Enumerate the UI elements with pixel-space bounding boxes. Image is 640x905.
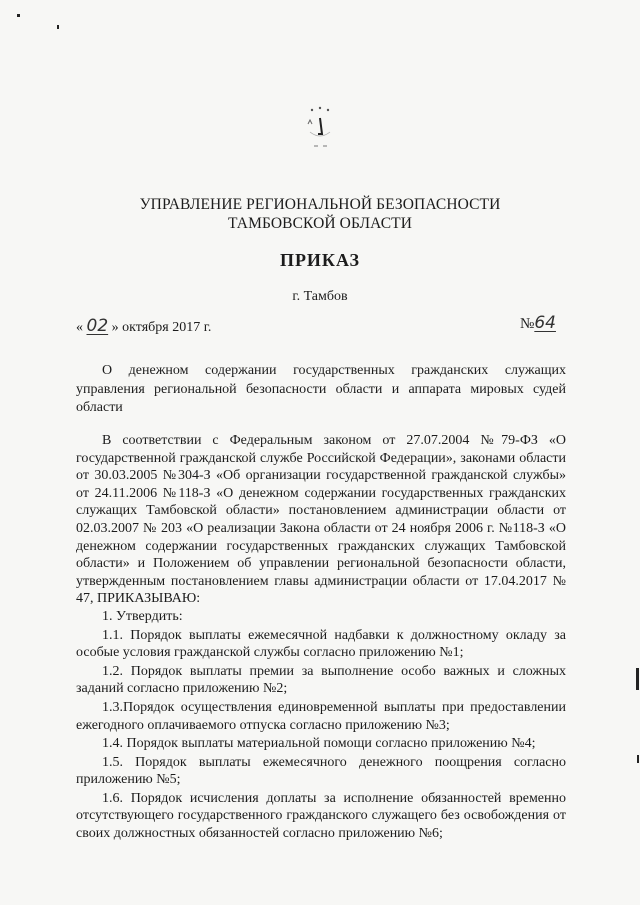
subject-text: О денежном содержании государственных гражданских служащих управления региональной безопасности области и аппарата мировых судей области <box>76 363 566 415</box>
date-open-quote: « <box>76 320 83 335</box>
document-number <box>520 313 556 333</box>
handwritten-number: 64 <box>534 313 556 333</box>
document-city: г. Тамбов <box>292 289 348 304</box>
scan-speck <box>636 668 639 690</box>
date-month-year: » октября 2017 г. <box>111 320 212 335</box>
preamble-paragraph: В соответствии с Федеральным законом от 27.07.2004 №79-ФЗ «О государственной гражданской службе Российской Федерации», законами области от 30.03.2005 №304-З «Об организации государственной гражданской службы» от 24.11.2006 №118-З «О денежном содержании государственных гражданских служащих Тамбовской области» постановлением администрации области от 02.03.2007 № 203 «О реализации Закона области от 24 ноября 2006 г. №118-З «О денежном содержании государственных гражданских служащих Тамбовской области» и Положением об управлении региональной безопасности области, утвержденным постановлением главы администрации области от 17.04.2017 № 47, ПРИКАЗЫВАЮ: <box>76 433 566 607</box>
order-item: 1.1. Порядок выплаты ежемесячной надбавки к должностному окладу за особые условия гражданской службы согласно приложению №1; <box>76 627 566 661</box>
document-date <box>76 316 211 336</box>
document-type-title: ПРИКАЗ <box>279 250 361 270</box>
order-item: 1.5. Порядок выплаты ежемесячного денежного поощрения согласно приложению №5; <box>76 754 566 788</box>
order-body <box>76 432 566 844</box>
order-subject <box>76 362 566 418</box>
coat-of-arms-emblem <box>290 98 350 158</box>
order-item: 1.4. Порядок выплаты материальной помощи согласно приложению №4; <box>102 736 536 752</box>
organization-name-line1: УПРАВЛЕНИЕ РЕГИОНАЛЬНОЙ БЕЗОПАСНОСТИ <box>139 196 501 213</box>
order-item: 1.6. Порядок исчисления доплаты за исполнение обязанностей временно отсутствующего государственного гражданского служащего без освобождения от своих должностных обязанностей согласно приложению №6; <box>76 790 566 842</box>
scan-speck <box>637 755 639 763</box>
scan-speck <box>17 14 20 17</box>
handwritten-day: 02 <box>86 316 109 336</box>
scan-speck <box>57 25 59 29</box>
organization-name-line2: ТАМБОВСКОЙ ОБЛАСТИ <box>228 215 412 232</box>
order-item: 1. Утвердить: <box>102 608 183 624</box>
order-item: 1.3.Порядок осуществления единовременной выплаты при предоставлении ежегодного оплачиваемого отпуска согласно приложению №3; <box>76 699 566 733</box>
order-item: 1.2. Порядок выплаты премии за выполнение особо важных и сложных заданий согласно приложению №2; <box>76 663 566 697</box>
number-label: № <box>520 316 535 332</box>
